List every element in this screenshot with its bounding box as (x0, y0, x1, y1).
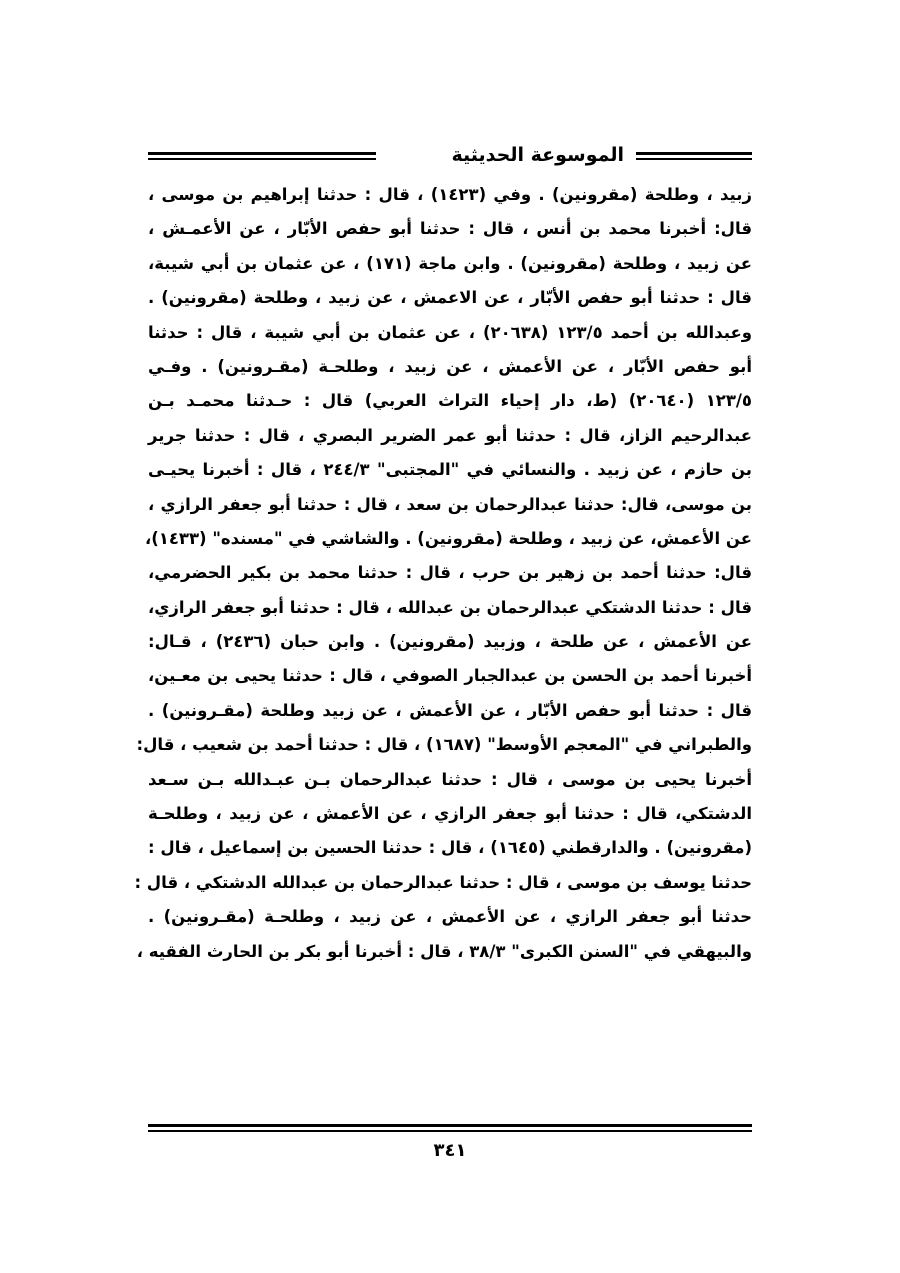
header-rule-left (148, 152, 376, 160)
text-line: قال : حدثنا أبو حفص الأبّار ، عن الأعمش ، عن زبيد وطلحة (مقـرونين) . (148, 700, 752, 720)
text-line: والطبراني في "المعجم الأوسط" (١٦٨٧) ، قال : حدثنا أحمد بن شعيب ، قال: (136, 735, 752, 755)
text-line: أبو حفص الأبّار ، عن الأعمش ، عن زبيد ، وطلحـة (مقـرونين) . وفـي (148, 356, 752, 376)
header-rule-right (636, 152, 752, 160)
text-line: حدثنا أبو جعفر الرازي ، عن الأعمش ، عن زبيد ، وطلحـة (مقـرونين) . (148, 907, 752, 927)
text-line: وعبدالله بن أحمد ١٢٣/٥ (٢٠٦٣٨) ، عن عثمان بن أبي شيبة ، قال : حدثنا (148, 322, 752, 342)
body-text (134, 178, 752, 969)
text-line: أخبرنا يحيى بن موسى ، قال : حدثنا عبدالرحمان بـن عبـدالله بـن سـعد (148, 769, 752, 789)
footer-rule (148, 1124, 752, 1132)
text-line: عن زبيد ، وطلحة (مقرونين) . وابن ماجة (١٧١) ، عن عثمان بن أبي شيبة، (148, 253, 752, 273)
text-line: بن حازم ، عن زبيد . والنسائي في "المجتبى" ٢٤٤/٣ ، قال : أخبرنا يحيـى (148, 460, 752, 480)
text-line: أخبرنا أحمد بن الحسن بن عبدالجبار الصوفي ، قال : حدثنا يحيى بن معـين، (148, 666, 752, 686)
text-line: حدثنا يوسف بن موسى ، قال : حدثنا عبدالرحمان بن عبدالله الدشتكي ، قال : (134, 872, 752, 892)
text-line: قال: حدثنا أحمد بن زهير بن حرب ، قال : حدثنا محمد بن بكير الحضرمي، (148, 563, 752, 583)
text-line: ١٢٣/٥ (٢٠٦٤٠) (ط، دار إحياء التراث العربي) قال : حـدثنا محمـد بـن (148, 391, 752, 411)
text-line: قال : حدثنا الدشتكي عبدالرحمان بن عبدالله ، قال : حدثنا أبو جعفر الرازي، (148, 597, 752, 617)
text-line: قال : حدثنا أبو حفص الأبّار ، عن الاعمش ، عن زبيد ، وطلحة (مقرونين) . (148, 288, 752, 308)
text-line: عبدالرحيم الزاز، قال : حدثنا أبو عمر الضرير البصري ، قال : حدثنا جرير (148, 425, 752, 445)
text-line: زبيد ، وطلحة (مقرونين) . وفي (١٤٢٣) ، قال : حدثنا إبراهيم بن موسى ، (148, 185, 752, 204)
text-line: قال: أخبرنا محمد بن أنس ، قال : حدثنا أبو حفص الأبّار ، عن الأعمـش ، (148, 219, 752, 239)
text-line: عن الأعمش، عن زبيد ، وطلحة (مقرونين) . والشاشي في "مسنده" (١٤٣٣)، (144, 528, 752, 548)
text-line: عن الأعمش ، عن طلحة ، وزبيد (مقرونين) . وابن حبان (٢٤٣٦) ، قـال: (148, 632, 752, 652)
text-line: الدشتكي، قال : حدثنا أبو جعفر الرازي ، عن الأعمش ، عن زبيد ، وطلحـة (148, 804, 752, 824)
text-line: بن موسى، قال: حدثنا عبدالرحمان بن سعد ، قال : حدثنا أبو جعفر الرازي ، (148, 494, 752, 514)
header-title: الموسوعة الحديثية (451, 144, 624, 166)
running-header (148, 140, 752, 174)
page-number: ٣٤١ (433, 1140, 467, 1161)
text-line: والبيهقي في "السنن الكبرى" ٣٨/٣ ، قال : أخبرنا أبو بكر بن الحارث الفقيه ، (136, 941, 752, 961)
text-line: (مقرونين) . والدارقطني (١٦٤٥) ، قال : حدثنا الحسين بن إسماعيل ، قال : (148, 838, 752, 858)
